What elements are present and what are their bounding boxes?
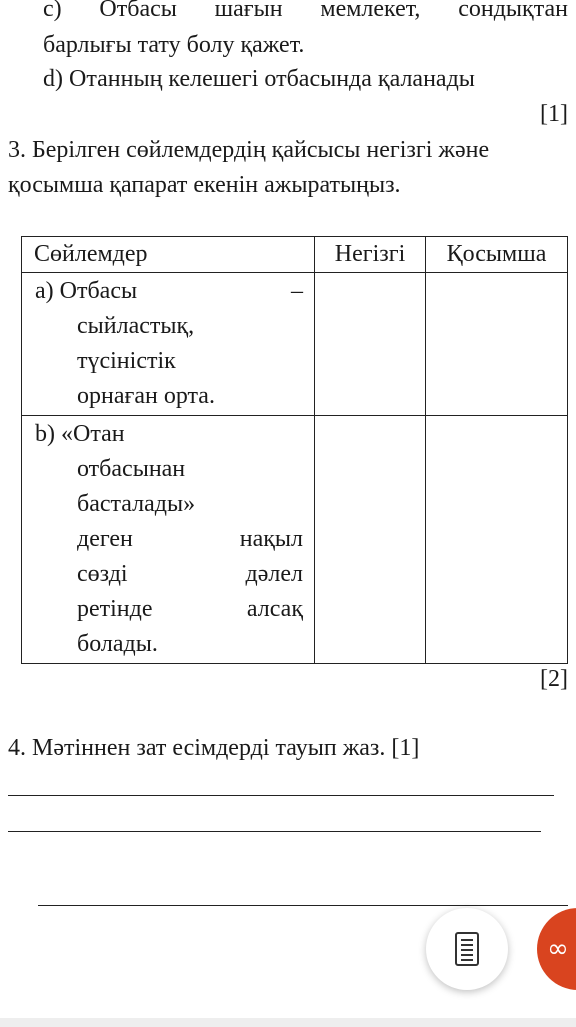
bottom-bar: [0, 1018, 576, 1027]
q3-text-line1: 3. Берілген сөйлемдердің қайсысы негізгі және: [8, 137, 490, 163]
option-c-word: мемлекет,: [320, 0, 421, 22]
option-c-word: Отбасы: [99, 0, 177, 22]
infinity-fab-button[interactable]: [537, 908, 576, 990]
sentence-a-start: a) Отбасы: [35, 278, 138, 304]
header-additional: Қосымша: [426, 237, 568, 273]
sentence-b-cell: [22, 416, 315, 664]
option-d: d) Отанның келешегі отбасында қаланады: [43, 66, 475, 92]
sentence-b-line: болады.: [77, 631, 158, 657]
sentence-a-line: орнаған орта.: [77, 383, 215, 409]
sentence-b-word: нақыл: [239, 526, 303, 552]
sentence-b-word: алсақ: [246, 596, 303, 622]
sentence-b-word: дәлел: [245, 561, 303, 587]
sentence-b-line: отбасынан: [77, 456, 186, 482]
document-fab-button[interactable]: [426, 908, 508, 990]
header-sentences: Сөйлемдер: [22, 237, 315, 273]
sentence-a-dash: –: [291, 278, 303, 304]
option-c-line2: барлығы тату болу қажет.: [43, 32, 305, 58]
answer-line-3[interactable]: [38, 905, 568, 906]
sentence-b-word: сөзді: [77, 561, 128, 587]
infinity-icon: ∞: [547, 934, 569, 964]
option-c-word: c): [43, 0, 62, 22]
q4-text: 4. Мәтіннен зат есімдерді тауып жаз. [1]: [8, 735, 420, 761]
answer-cell-b-main[interactable]: [315, 416, 426, 664]
table-row: [22, 273, 568, 416]
option-c-word: шағын: [214, 0, 283, 22]
sentence-b-line: [77, 522, 303, 557]
answer-line-1[interactable]: [8, 795, 554, 796]
sentence-b-line: басталады»: [77, 491, 196, 517]
answer-line-2[interactable]: [8, 831, 541, 832]
sentence-a-cell: [22, 273, 315, 416]
classification-table: [21, 236, 568, 664]
sentence-a-line: сыйластық,: [77, 313, 195, 339]
answer-cell-a-main[interactable]: [315, 273, 426, 416]
sentence-b-word: ретінде: [77, 596, 153, 622]
q3-text-line2: қосымша қапарат екенін ажыратыңыз.: [8, 172, 401, 198]
sentence-b-start: b) «Отан: [35, 421, 125, 447]
sentence-a-line: түсіністік: [77, 348, 176, 374]
document-icon: [454, 931, 480, 967]
option-c-word: сондықтан: [458, 0, 568, 22]
sentence-b-line: [77, 592, 303, 627]
score-q3: [2]: [540, 666, 568, 692]
answer-cell-a-additional[interactable]: [426, 273, 568, 416]
table-row: [22, 416, 568, 664]
sentence-b-line: [77, 557, 303, 592]
answer-cell-b-additional[interactable]: [426, 416, 568, 664]
score-q2: [1]: [540, 101, 568, 127]
option-c-line1: [43, 0, 568, 24]
table-header-row: [22, 237, 568, 273]
header-main: Негізгі: [315, 237, 426, 273]
sentence-b-word: деген: [77, 526, 133, 552]
